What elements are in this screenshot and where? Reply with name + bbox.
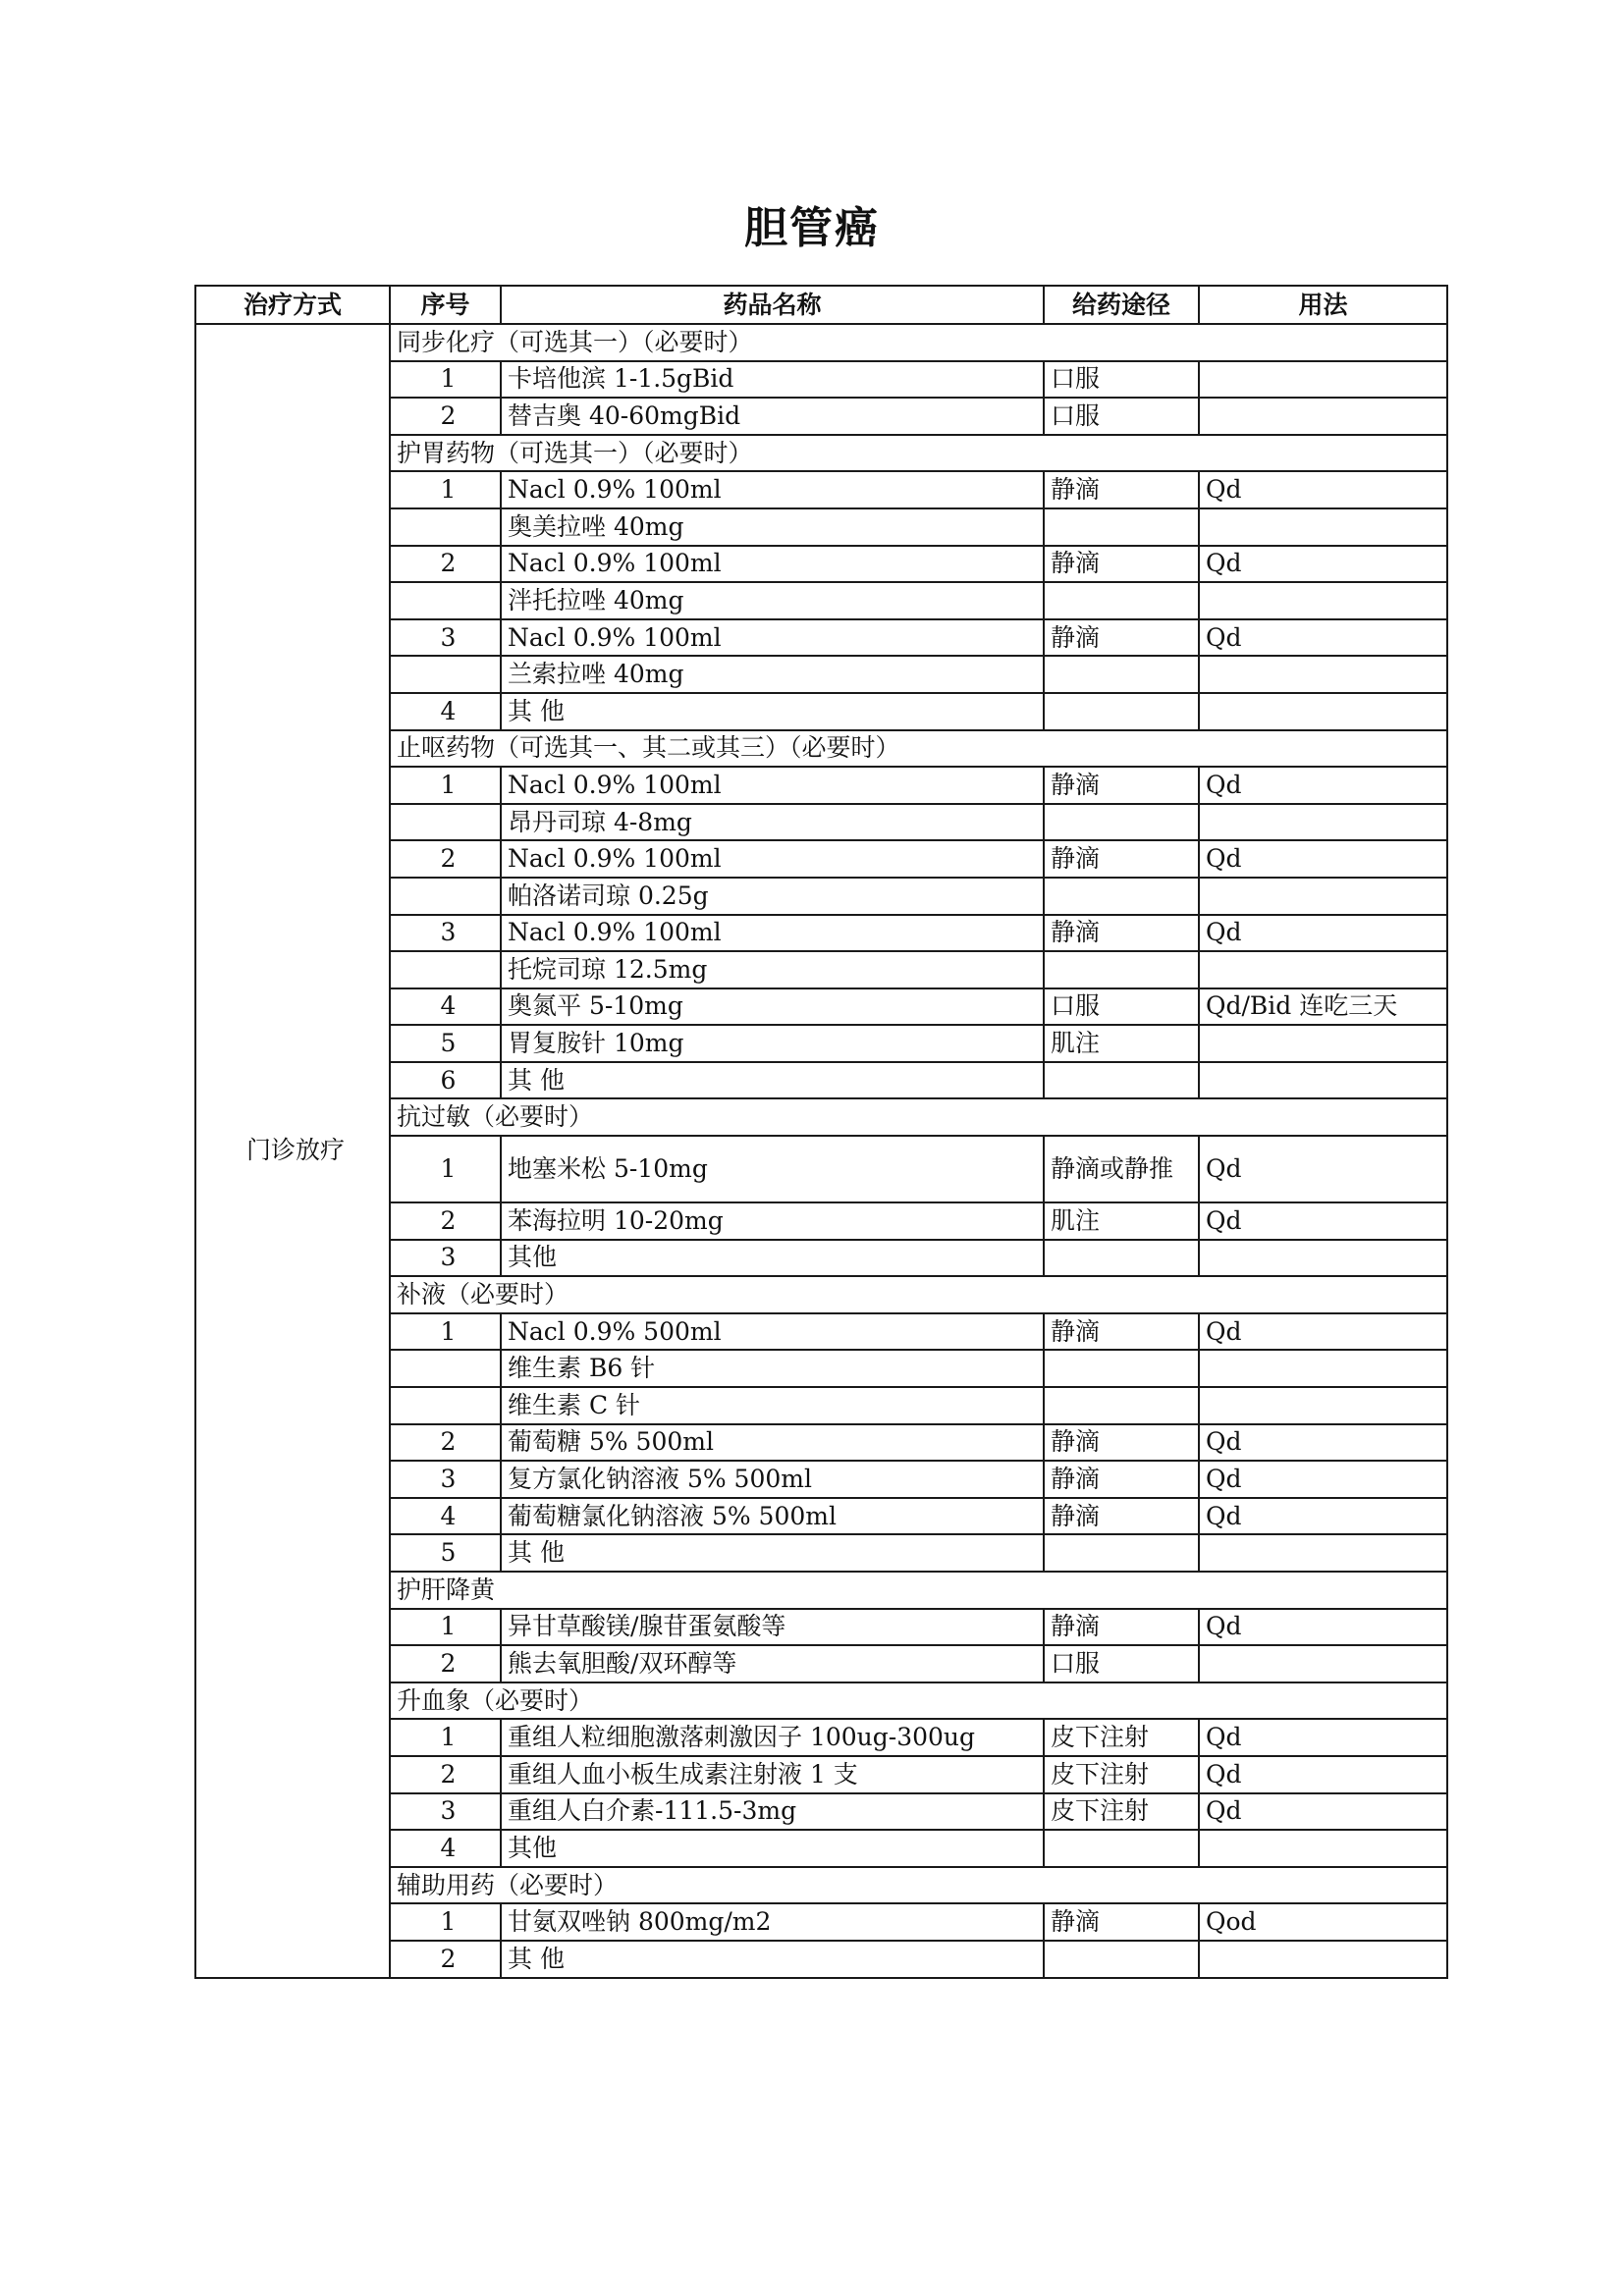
section-label: 抗过敏（必要时） — [390, 1098, 1447, 1136]
route: 静滴 — [1044, 767, 1199, 804]
route — [1044, 1534, 1199, 1572]
row-number — [390, 1387, 501, 1424]
header-usage: 用法 — [1199, 286, 1447, 324]
drug-name: 昂丹司琼 4-8mg — [501, 804, 1044, 841]
usage: Qd — [1199, 1461, 1447, 1498]
usage — [1199, 804, 1447, 841]
row-number: 4 — [390, 1830, 501, 1867]
usage: Qd — [1199, 840, 1447, 878]
row-number: 5 — [390, 1025, 501, 1062]
usage — [1199, 398, 1447, 435]
row-number: 1 — [390, 767, 501, 804]
section-label: 止呕药物（可选其一、其二或其三）（必要时） — [390, 730, 1447, 768]
usage — [1199, 582, 1447, 619]
row-number: 4 — [390, 988, 501, 1026]
route — [1044, 804, 1199, 841]
drug-name: 其 他 — [501, 1062, 1044, 1099]
drug-name: Nacl 0.9% 100ml — [501, 840, 1044, 878]
header-row — [195, 286, 1447, 324]
route: 静滴 — [1044, 471, 1199, 508]
usage: Qd — [1199, 471, 1447, 508]
route: 静滴 — [1044, 1424, 1199, 1462]
section-label: 同步化疗（可选其一）（必要时） — [390, 324, 1447, 361]
row-number: 2 — [390, 1424, 501, 1462]
row-number — [390, 804, 501, 841]
drug-name: 奥美拉唑 40mg — [501, 508, 1044, 546]
row-number: 3 — [390, 1461, 501, 1498]
route: 静滴 — [1044, 1903, 1199, 1941]
route — [1044, 1387, 1199, 1424]
row-number: 4 — [390, 693, 501, 730]
header-route: 给药途径 — [1044, 286, 1199, 324]
usage — [1199, 508, 1447, 546]
row-number — [390, 1350, 501, 1387]
drug-name: 复方氯化钠溶液 5% 500ml — [501, 1461, 1044, 1498]
route: 静滴 — [1044, 1609, 1199, 1646]
drug-name: 托烷司琼 12.5mg — [501, 951, 1044, 988]
route — [1044, 1941, 1199, 1978]
route — [1044, 656, 1199, 693]
section-label: 护胃药物（可选其一）（必要时） — [390, 435, 1447, 472]
row-number: 4 — [390, 1498, 501, 1535]
usage: Qd — [1199, 915, 1447, 952]
drug-name: 兰索拉唑 40mg — [501, 656, 1044, 693]
route: 静滴 — [1044, 915, 1199, 952]
treatment-mode-cell: 门诊放疗 — [195, 324, 390, 1978]
route: 口服 — [1044, 988, 1199, 1026]
row-number: 3 — [390, 1240, 501, 1277]
usage: Qod — [1199, 1903, 1447, 1941]
section-row — [195, 324, 1447, 361]
usage: Qd — [1199, 619, 1447, 657]
usage: Qd — [1199, 1756, 1447, 1793]
route: 静滴 — [1044, 1498, 1199, 1535]
row-number: 5 — [390, 1534, 501, 1572]
section-label: 补液（必要时） — [390, 1276, 1447, 1313]
drug-name: 其 他 — [501, 1534, 1044, 1572]
drug-name: 帕洛诺司琼 0.25g — [501, 878, 1044, 915]
usage — [1199, 1240, 1447, 1277]
drug-name: 卡培他滨 1-1.5gBid — [501, 361, 1044, 399]
row-number: 1 — [390, 1609, 501, 1646]
usage — [1199, 1941, 1447, 1978]
drug-name: 其 他 — [501, 693, 1044, 730]
usage — [1199, 693, 1447, 730]
usage — [1199, 1645, 1447, 1682]
usage — [1199, 878, 1447, 915]
usage: Qd — [1199, 1498, 1447, 1535]
section-label: 护肝降黄 — [390, 1572, 1447, 1609]
route — [1044, 582, 1199, 619]
page-title: 胆管癌 — [744, 203, 880, 253]
route — [1044, 1350, 1199, 1387]
route: 口服 — [1044, 398, 1199, 435]
usage — [1199, 656, 1447, 693]
row-number: 1 — [390, 1313, 501, 1351]
drug-name: 地塞米松 5-10mg — [501, 1136, 1044, 1202]
route: 口服 — [1044, 361, 1199, 399]
route: 肌注 — [1044, 1025, 1199, 1062]
usage — [1199, 1387, 1447, 1424]
row-number: 1 — [390, 1903, 501, 1941]
drug-name: 替吉奥 40-60mgBid — [501, 398, 1044, 435]
row-number: 3 — [390, 619, 501, 657]
route: 皮下注射 — [1044, 1756, 1199, 1793]
drug-name: 维生素 C 针 — [501, 1387, 1044, 1424]
usage — [1199, 1534, 1447, 1572]
drug-name: 异甘草酸镁/腺苷蛋氨酸等 — [501, 1609, 1044, 1646]
row-number: 2 — [390, 840, 501, 878]
usage: Qd — [1199, 1136, 1447, 1202]
row-number — [390, 878, 501, 915]
row-number: 2 — [390, 546, 501, 583]
route: 静滴 — [1044, 1461, 1199, 1498]
drug-name: 维生素 B6 针 — [501, 1350, 1044, 1387]
drug-name: 泮托拉唑 40mg — [501, 582, 1044, 619]
route: 肌注 — [1044, 1202, 1199, 1240]
usage — [1199, 1062, 1447, 1099]
usage — [1199, 1830, 1447, 1867]
usage: Qd — [1199, 1202, 1447, 1240]
usage: Qd — [1199, 1793, 1447, 1831]
row-number: 1 — [390, 471, 501, 508]
row-number — [390, 951, 501, 988]
drug-name: 熊去氧胆酸/双环醇等 — [501, 1645, 1044, 1682]
row-number: 2 — [390, 398, 501, 435]
route: 皮下注射 — [1044, 1719, 1199, 1756]
row-number: 1 — [390, 361, 501, 399]
row-number: 2 — [390, 1645, 501, 1682]
route — [1044, 1062, 1199, 1099]
row-number: 2 — [390, 1756, 501, 1793]
header-drug-name: 药品名称 — [501, 286, 1044, 324]
usage — [1199, 361, 1447, 399]
drug-name: 其 他 — [501, 1941, 1044, 1978]
route: 静滴 — [1044, 840, 1199, 878]
drug-name: 葡萄糖 5% 500ml — [501, 1424, 1044, 1462]
route — [1044, 1830, 1199, 1867]
header-treatment-mode: 治疗方式 — [195, 286, 390, 324]
drug-name: 其他 — [501, 1830, 1044, 1867]
drug-name: 重组人白介素-111.5-3mg — [501, 1793, 1044, 1831]
usage — [1199, 1350, 1447, 1387]
route: 静滴 — [1044, 546, 1199, 583]
row-number: 3 — [390, 1793, 501, 1831]
route — [1044, 951, 1199, 988]
table-body — [195, 324, 1447, 1978]
route: 静滴或静推 — [1044, 1136, 1199, 1202]
section-label: 辅助用药（必要时） — [390, 1867, 1447, 1904]
row-number: 1 — [390, 1719, 501, 1756]
route — [1044, 508, 1199, 546]
route: 口服 — [1044, 1645, 1199, 1682]
section-label: 升血象（必要时） — [390, 1682, 1447, 1720]
row-number: 2 — [390, 1941, 501, 1978]
row-number: 3 — [390, 915, 501, 952]
drug-name: Nacl 0.9% 500ml — [501, 1313, 1044, 1351]
drug-name: Nacl 0.9% 100ml — [501, 915, 1044, 952]
usage: Qd — [1199, 1609, 1447, 1646]
drug-name: Nacl 0.9% 100ml — [501, 767, 1044, 804]
row-number — [390, 582, 501, 619]
usage: Qd — [1199, 546, 1447, 583]
drug-name: 胃复胺针 10mg — [501, 1025, 1044, 1062]
drug-name: 葡萄糖氯化钠溶液 5% 500ml — [501, 1498, 1044, 1535]
usage: Qd/Bid 连吃三天 — [1199, 988, 1447, 1026]
drug-name: 甘氨双唑钠 800mg/m2 — [501, 1903, 1044, 1941]
row-number: 6 — [390, 1062, 501, 1099]
treatment-table — [194, 285, 1448, 1979]
drug-name: 奥氮平 5-10mg — [501, 988, 1044, 1026]
drug-name: Nacl 0.9% 100ml — [501, 546, 1044, 583]
row-number — [390, 656, 501, 693]
usage: Qd — [1199, 1313, 1447, 1351]
route: 静滴 — [1044, 1313, 1199, 1351]
route — [1044, 1240, 1199, 1277]
usage: Qd — [1199, 1424, 1447, 1462]
row-number: 2 — [390, 1202, 501, 1240]
row-number: 1 — [390, 1136, 501, 1202]
route — [1044, 878, 1199, 915]
row-number — [390, 508, 501, 546]
usage — [1199, 951, 1447, 988]
route: 静滴 — [1044, 619, 1199, 657]
drug-name: Nacl 0.9% 100ml — [501, 619, 1044, 657]
usage: Qd — [1199, 1719, 1447, 1756]
usage: Qd — [1199, 767, 1447, 804]
drug-name: 重组人血小板生成素注射液 1 支 — [501, 1756, 1044, 1793]
usage — [1199, 1025, 1447, 1062]
drug-name: Nacl 0.9% 100ml — [501, 471, 1044, 508]
route — [1044, 693, 1199, 730]
route: 皮下注射 — [1044, 1793, 1199, 1831]
drug-name: 重组人粒细胞激落刺激因子 100ug-300ug — [501, 1719, 1044, 1756]
drug-name: 其他 — [501, 1240, 1044, 1277]
header-number: 序号 — [390, 286, 501, 324]
drug-name: 苯海拉明 10-20mg — [501, 1202, 1044, 1240]
